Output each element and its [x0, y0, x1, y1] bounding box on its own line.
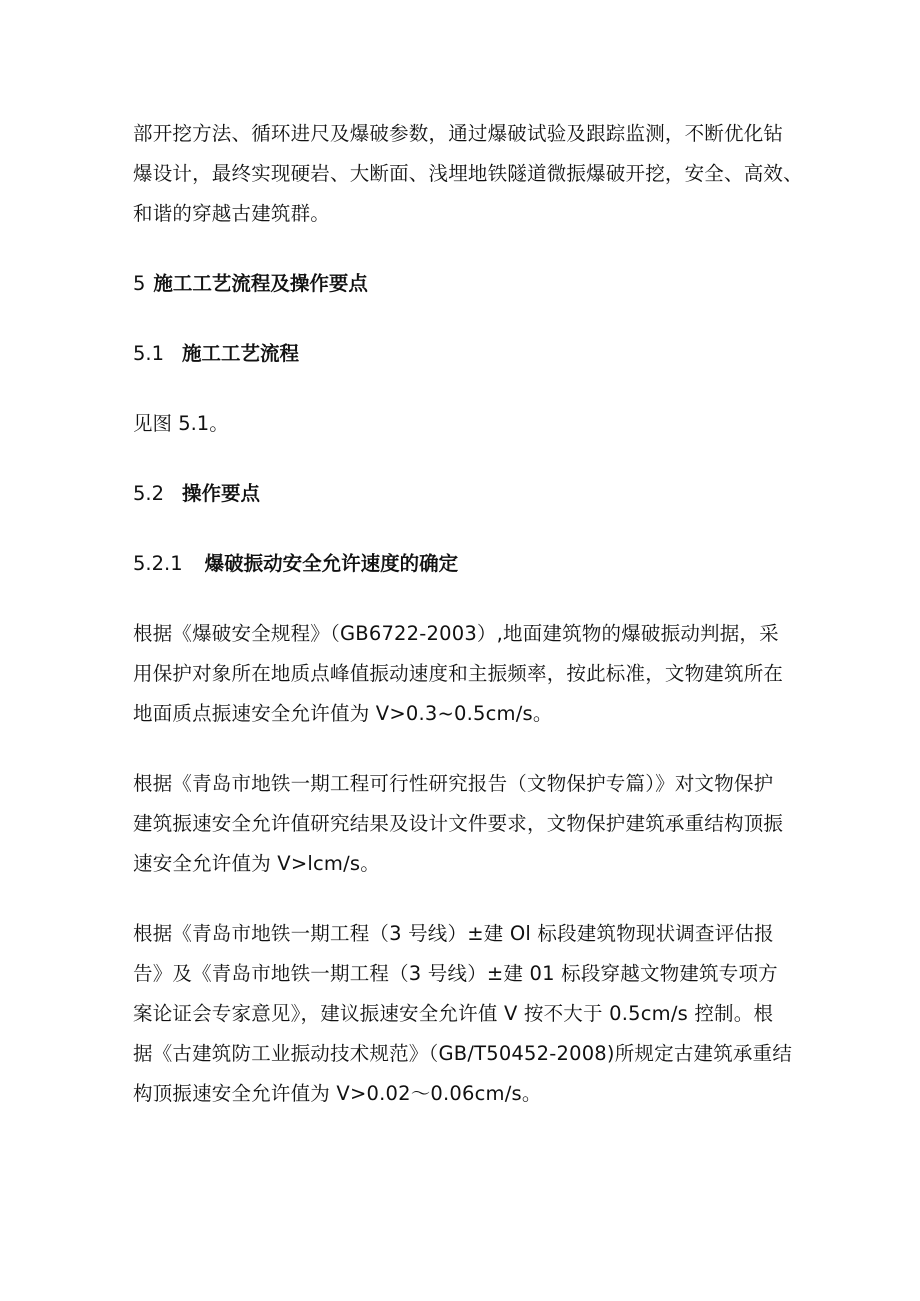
paragraph-feasibility-report [133, 764, 795, 884]
section-5-1-text: 见图 5.1。 [133, 412, 229, 435]
text-line: 根据《爆破安全规程》（GB6722-2003）,地面建筑物的爆破振动判据，采 [133, 622, 779, 645]
section-title: 施工工艺流程 [182, 342, 300, 365]
section-number: 5.2 [133, 482, 165, 505]
section-title: 操作要点 [182, 482, 261, 505]
text-line: 速安全允许值为 V>lcm∕s。 [133, 852, 380, 875]
section-number: 5.2.1 [133, 552, 183, 575]
text-line: 地面质点振速安全允许值为 V>0.3~0.5cm∕s。 [133, 702, 553, 725]
section-number: 5.1 [133, 342, 165, 365]
text-line: 根据《青岛市地铁一期工程（3 号线）±建 Ol 标段建筑物现状调查评估报 [133, 922, 774, 945]
paragraph-blasting-regulation [133, 614, 795, 734]
section-title: 爆破振动安全允许速度的确定 [204, 552, 459, 575]
paragraph-expert-opinion [133, 914, 795, 1114]
text-line: 部开挖方法、循环进尺及爆破参数，通过爆破试验及跟踪监测，不断优化钻 [133, 122, 784, 145]
text-line: 据《古建筑防工业振动技术规范》（GB/T50452-2008)所规定古建筑承重结 [133, 1042, 793, 1065]
text-line: 爆设计，最终实现硬岩、大断面、浅埋地铁隧道微振爆破开挖，安全、高效、 [133, 162, 803, 185]
section-5-2-1-heading [133, 544, 795, 584]
text-line: 告》及《青岛市地铁一期工程（3 号线）±建 01 标段穿越文物建筑专项方 [133, 962, 778, 985]
intro-paragraph [133, 114, 803, 234]
text-line: 根据《青岛市地铁一期工程可行性研究报告（文物保护专篇）》对文物保护 [133, 772, 774, 795]
text-line: 和谐的穿越古建筑群。 [133, 202, 331, 225]
text-line: 构顶振速安全允许值为 V>0.02～0.06cm∕s。 [133, 1082, 542, 1105]
section-number: 5 [133, 272, 146, 295]
document-body [133, 114, 803, 1144]
text-line: 用保护对象所在地质点峰值振动速度和主振频率，按此标准，文物建筑所在 [133, 662, 784, 685]
text-line: 建筑振速安全允许值研究结果及设计文件要求，文物保护建筑承重结构顶振 [133, 812, 784, 835]
section-title: 施工工艺流程及操作要点 [153, 272, 368, 295]
section-5-1-heading [133, 334, 795, 374]
section-5-heading [133, 264, 795, 304]
section-5-2-heading [133, 474, 795, 514]
text-line: 案论证会专家意见》，建议振速安全允许值 V 按不大于 0.5cm∕s 控制。根 [133, 1002, 774, 1025]
